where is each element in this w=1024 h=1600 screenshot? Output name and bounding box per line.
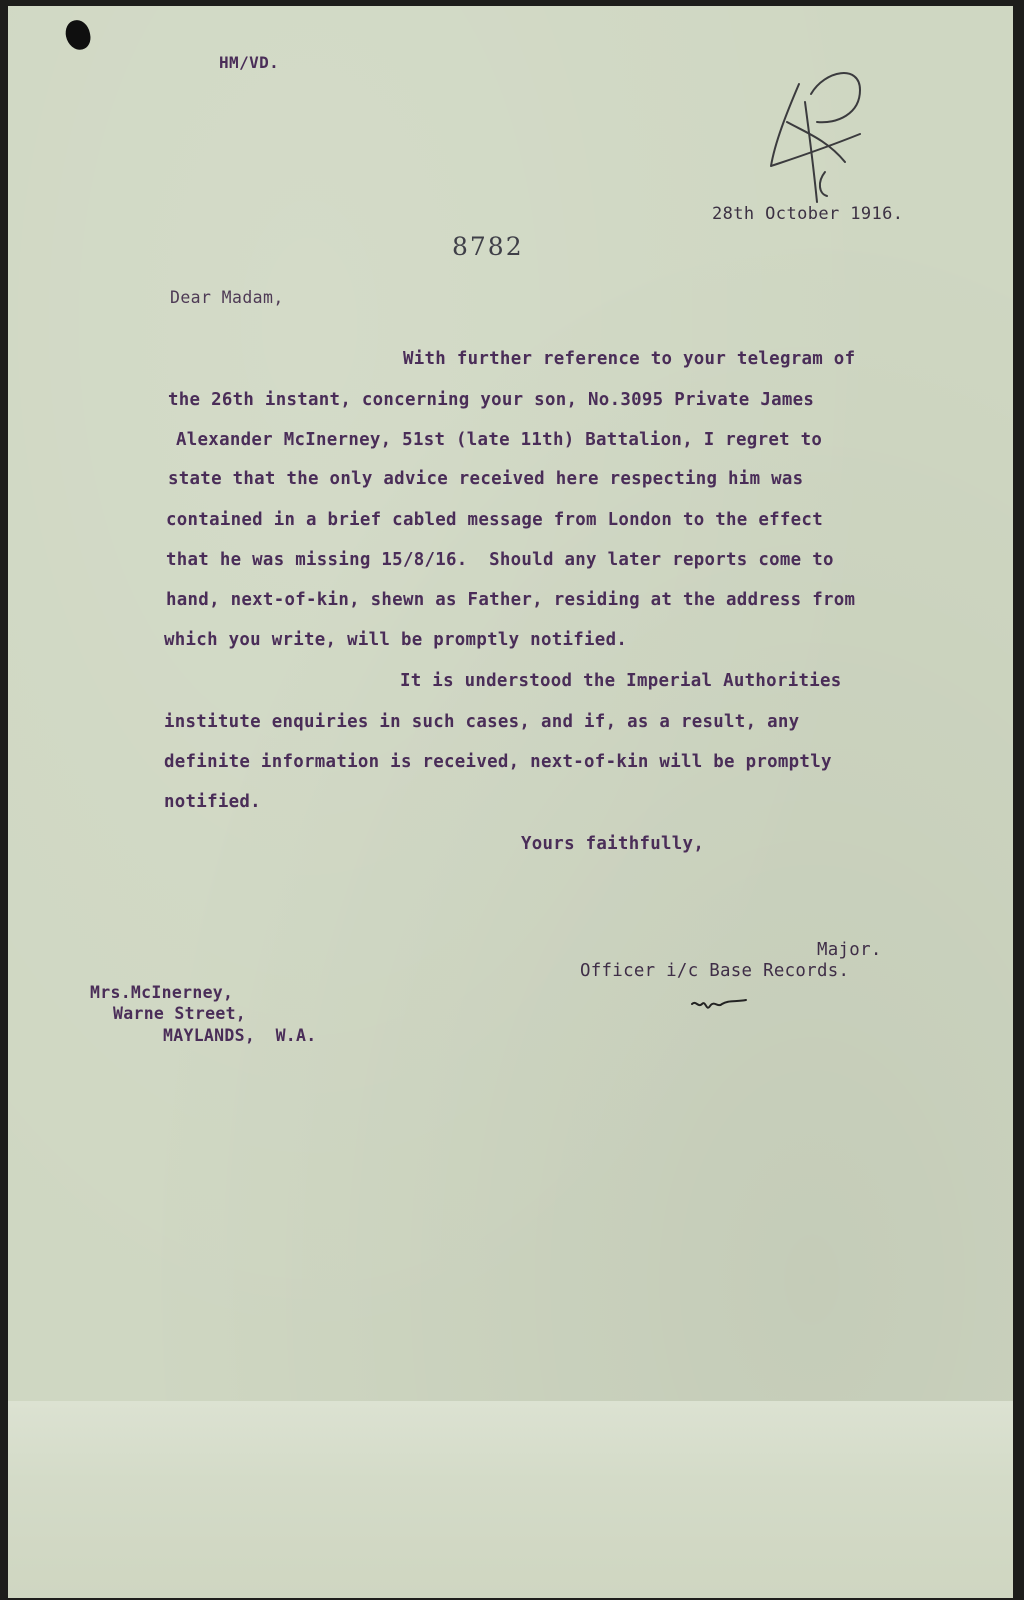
paragraph-1-line: which you write, will be promptly notified. (164, 630, 628, 650)
signatory-title: Officer i/c Base Records. (580, 961, 850, 981)
paragraph-1-line: that he was missing 15/8/16. Should any later reports come to (166, 550, 834, 570)
paragraph-2-line: notified. (164, 792, 261, 812)
paragraph-1-line: contained in a brief cabled message from London to the effect (166, 510, 823, 530)
paragraph-1-line: Alexander McInerney, 51st (late 11th) Battalion, I regret to (176, 430, 823, 450)
paragraph-2-line: institute enquiries in such cases, and if, as a result, any (164, 712, 800, 732)
paragraph-2-line: definite information is received, next-of-kin will be promptly (164, 752, 832, 772)
paragraph-1-line: hand, next-of-kin, shewn as Father, residing at the address from (166, 590, 856, 610)
addressee-name: Mrs.McInerney, (90, 983, 234, 1002)
letter-date: 28th October 1916. (712, 204, 904, 224)
closing: Yours faithfully, (521, 834, 705, 854)
signature-initials (690, 996, 750, 1016)
file-number: 8782 (452, 232, 524, 261)
addressee-suburb: MAYLANDS, W.A. (163, 1026, 317, 1045)
salutation: Dear Madam, (170, 288, 284, 307)
folio-handwritten-mark (765, 62, 875, 207)
reference-initials: HM/VD. (219, 53, 280, 72)
addressee-street: Warne Street, (113, 1004, 247, 1023)
paragraph-1-line: the 26th instant, concerning your son, No.3095 Private James (168, 390, 815, 410)
paragraph-1-line: With further reference to your telegram of (403, 349, 856, 369)
paragraph-1-line: state that the only advice received here respecting him was (168, 469, 804, 489)
paragraph-2-line: It is understood the Imperial Authorities (400, 671, 842, 691)
signatory-rank: Major. (817, 940, 882, 960)
paper-fold-band (8, 1401, 1013, 1598)
